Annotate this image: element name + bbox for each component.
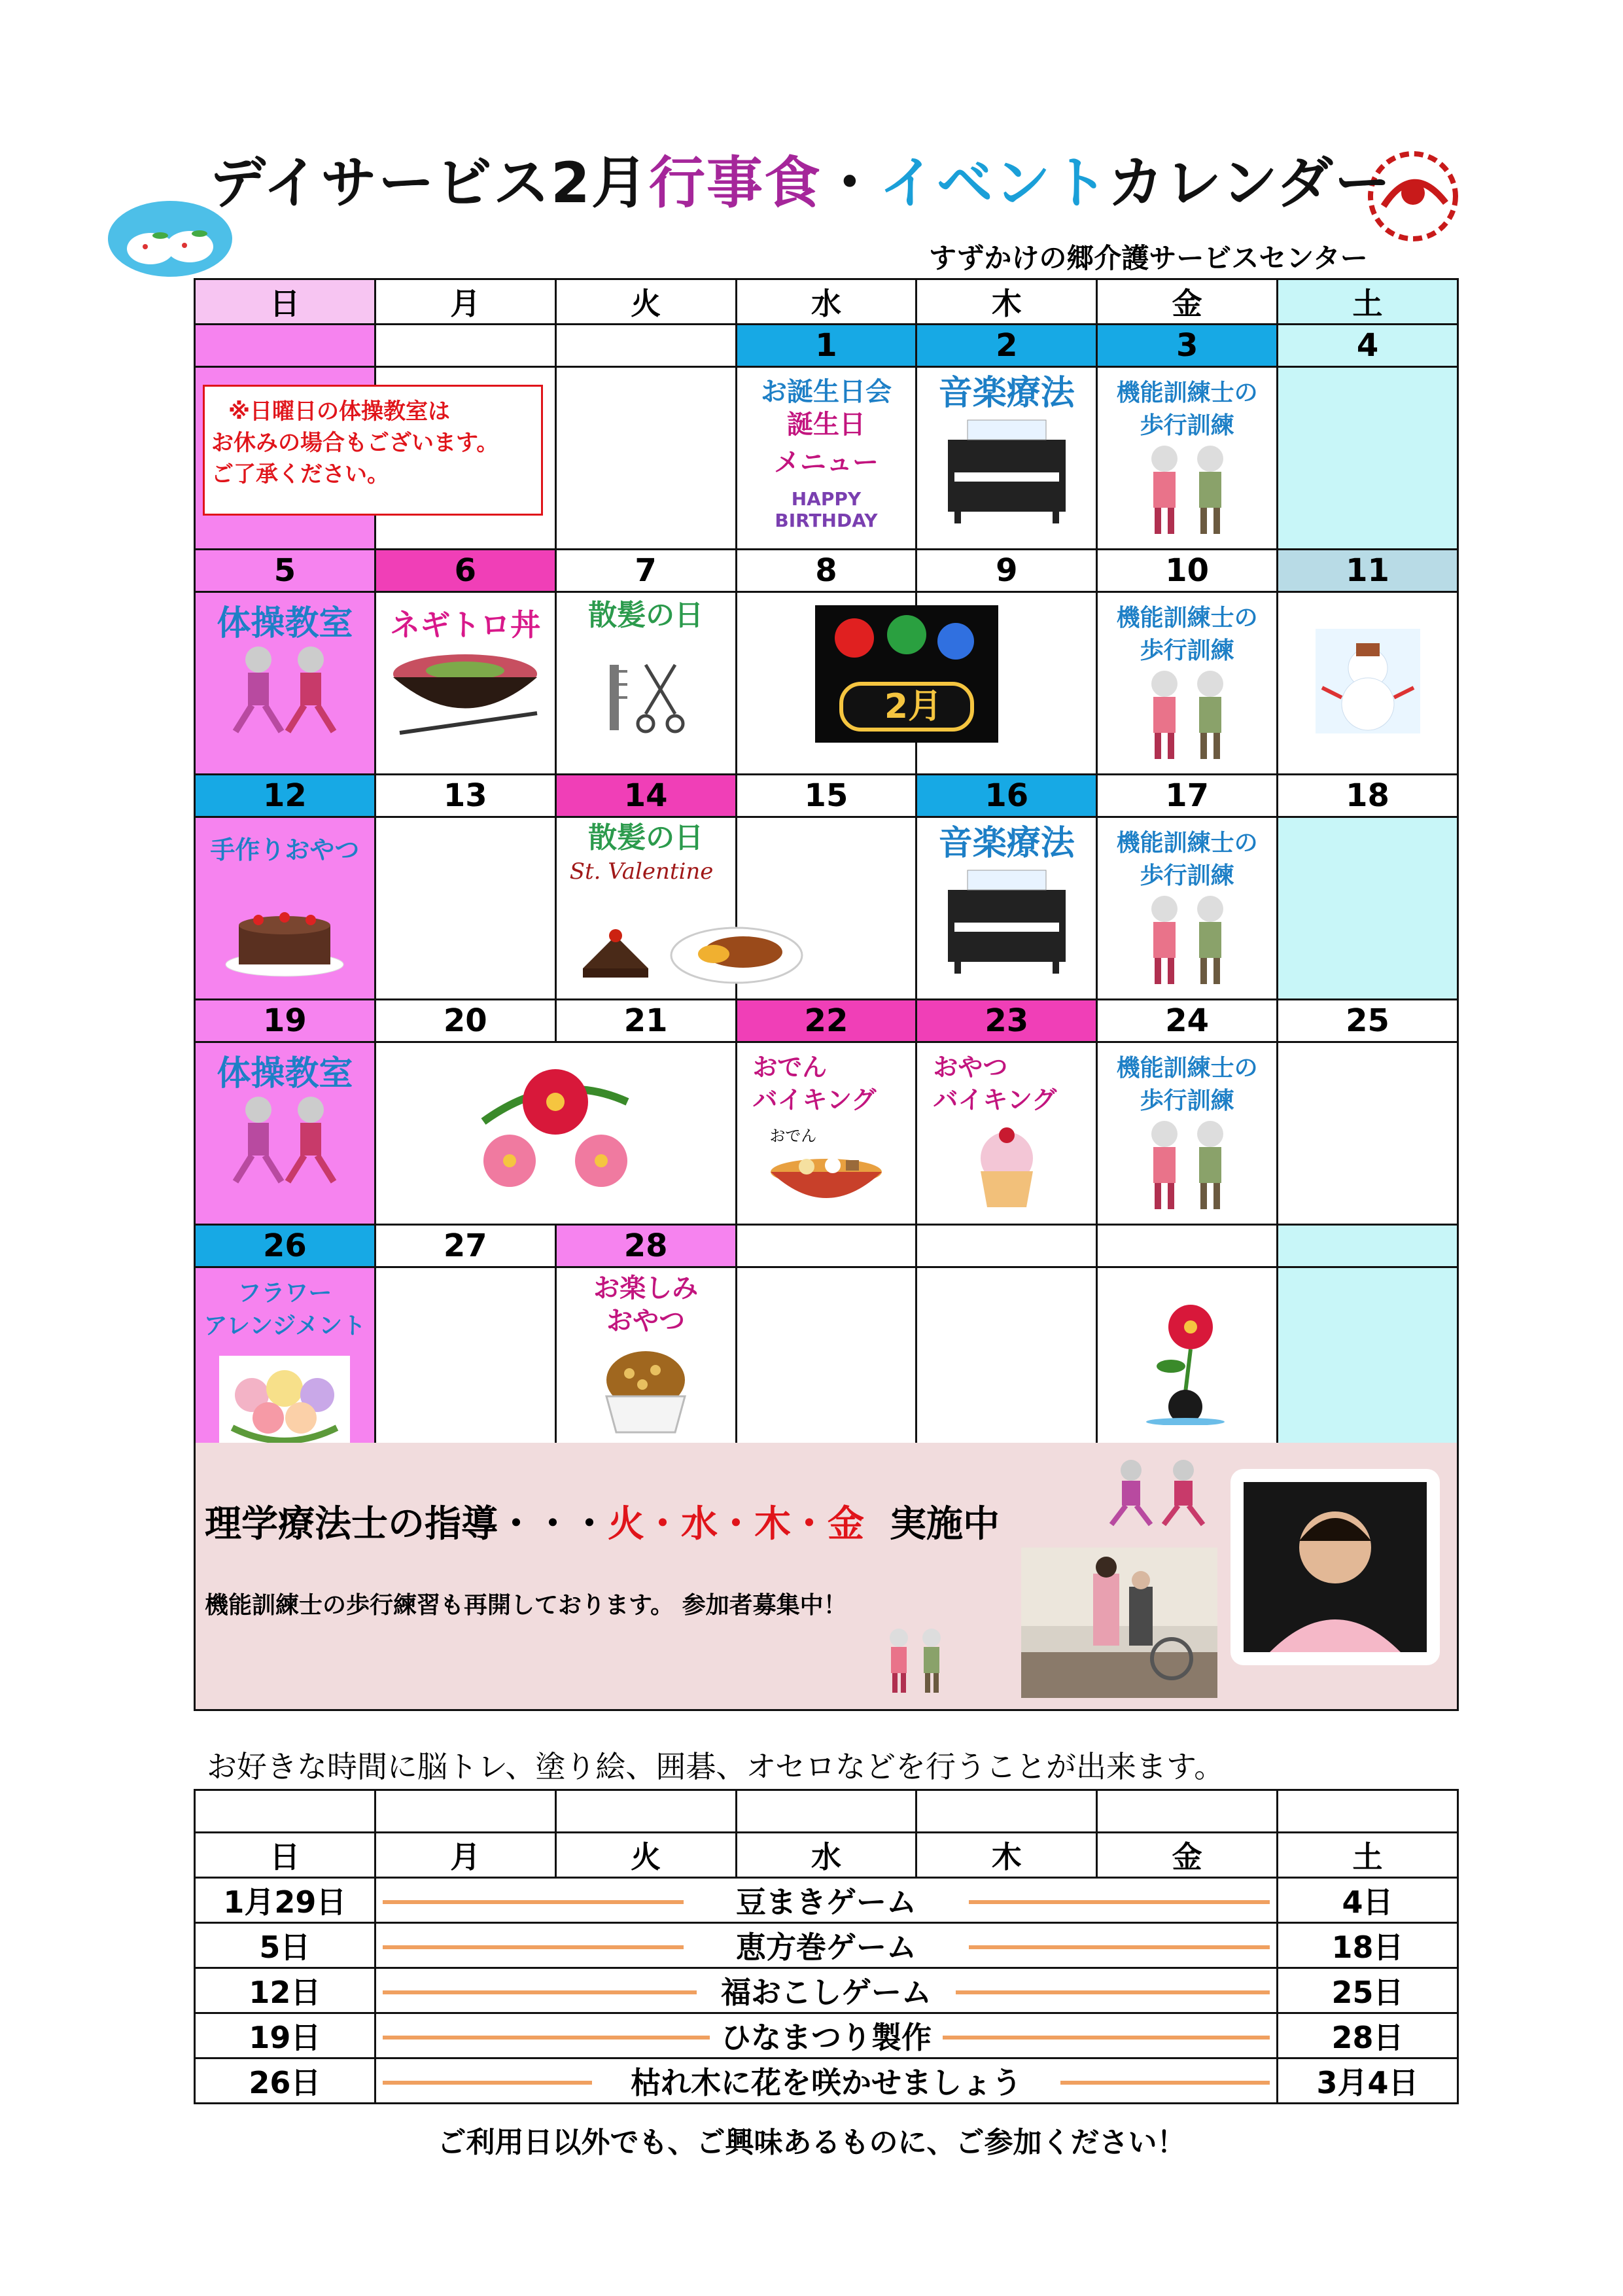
title-part4: カレンダー	[1108, 150, 1392, 216]
day-cell	[375, 817, 555, 1000]
weekday-thu: 木	[916, 1833, 1097, 1878]
page-title	[209, 137, 1392, 219]
event-text: 音楽療法	[938, 374, 1075, 413]
day-number: 14	[555, 775, 736, 817]
event-text: 歩行訓練	[1140, 637, 1234, 664]
title-part2: 行事食	[648, 150, 822, 216]
day-number: 17	[1097, 775, 1278, 817]
notice-line: お休みの場合もございます。	[211, 430, 499, 456]
day-number: 26	[195, 1225, 375, 1267]
blank-cell	[1097, 1790, 1278, 1833]
day-number: 16	[916, 775, 1097, 817]
weekday-fri: 金	[1097, 279, 1278, 325]
intro-text: お好きな時間に脳トレ、塗り絵、囲碁、オセロなどを行うことが出来ます。	[207, 1749, 1225, 1784]
day-cell-haircut-valentine	[555, 817, 736, 1000]
weekday-mon: 月	[375, 279, 555, 325]
blank-cell	[1278, 1790, 1458, 1833]
day-cell-music	[916, 367, 1097, 550]
organization-name: すずかけの郷介護サービスセンター	[929, 242, 1368, 274]
day-cell-snack	[195, 817, 375, 1000]
blank-cell	[916, 1790, 1097, 1833]
game-name: 福おこしゲーム	[720, 1975, 932, 2010]
flower-vase-icon	[1138, 1294, 1236, 1425]
flower-arrangement-icon	[219, 1356, 350, 1447]
pt-subtext: 機能訓練士の歩行練習も再開しております。 参加者募集中！	[205, 1592, 847, 1619]
birthday-icon: HAPPY BIRTHDAY	[775, 488, 878, 531]
day-number: 9	[916, 550, 1097, 592]
day-number	[1278, 1225, 1458, 1267]
blank-cell	[736, 1790, 916, 1833]
event-text: 体操教室	[217, 604, 353, 643]
event-text: 散髪の日	[588, 599, 704, 632]
game-row	[195, 1923, 1458, 1968]
game-end: 4日	[1278, 1878, 1458, 1923]
event-text: アレンジメント	[203, 1313, 366, 1339]
day-cell	[1278, 1042, 1458, 1225]
day-cell	[1278, 817, 1458, 1000]
physical-therapy-section	[194, 1443, 1459, 1711]
event-text: おやつ	[933, 1053, 1008, 1082]
weekday-thu: 木	[916, 279, 1097, 325]
day-number: 24	[1097, 1000, 1278, 1042]
day-number: 25	[1278, 1000, 1458, 1042]
elderly-walking-icon	[869, 1626, 961, 1698]
day-cell	[916, 1267, 1097, 1451]
day-number	[916, 1225, 1097, 1267]
therapist-photo	[1230, 1469, 1440, 1665]
valentine-text: St. Valentine	[569, 858, 714, 885]
arrow-left-icon	[383, 2081, 592, 2085]
day-number: 21	[555, 1000, 736, 1042]
day-number: 23	[916, 1000, 1097, 1042]
day-cell-oden	[736, 1042, 916, 1225]
day-cell-walk	[1097, 1042, 1278, 1225]
arrow-left-icon	[383, 2036, 710, 2040]
day-number	[1097, 1225, 1278, 1267]
day-number: 19	[195, 1000, 375, 1042]
game-start: 12日	[195, 1968, 375, 2013]
pt-days: 火・水・木・金	[608, 1503, 864, 1545]
day-number: 10	[1097, 550, 1278, 592]
oden-pot-icon	[761, 1146, 892, 1211]
pt-heading-text: 実施中	[890, 1503, 1000, 1545]
event-text: おでん	[752, 1053, 828, 1082]
cake-icon	[219, 892, 350, 978]
day-number	[555, 325, 736, 367]
weekday-wed: 水	[736, 279, 916, 325]
arrow-right-icon	[1060, 2081, 1270, 2085]
arrow-left-icon	[383, 1900, 684, 1904]
title-part1: デイサービス2月	[209, 150, 649, 216]
scissors-comb-icon	[600, 658, 691, 737]
game-name-cell	[375, 1878, 1277, 1923]
oden-label: おでん	[769, 1127, 817, 1145]
elderly-walking-icon	[1122, 1118, 1253, 1216]
weekday-wed: 水	[736, 1833, 916, 1878]
cupcake-icon	[597, 1344, 695, 1436]
game-row	[195, 1968, 1458, 2013]
piano-icon	[941, 414, 1072, 525]
arrow-left-icon	[383, 1990, 697, 1994]
setsubun-month: 2月	[884, 687, 943, 726]
day-number	[375, 325, 555, 367]
day-number: 6	[375, 550, 555, 592]
pt-heading-text: 理学療法士の指導・・・	[205, 1503, 608, 1545]
elderly-walking-icon	[1122, 442, 1253, 540]
event-text: 歩行訓練	[1140, 862, 1234, 889]
game-start: 26日	[195, 2058, 375, 2104]
event-text: メニュー	[773, 448, 879, 478]
game-name-cell	[375, 2013, 1277, 2058]
event-text: 機能訓練士の	[1116, 380, 1258, 406]
day-number: 12	[195, 775, 375, 817]
day-cell-walk	[1097, 817, 1278, 1000]
event-text: フラワー	[237, 1280, 332, 1307]
day-cell	[1278, 1267, 1458, 1451]
day-cell	[555, 367, 736, 550]
day-number	[195, 325, 375, 367]
exercise-people-icon	[219, 640, 350, 738]
event-text: 手作りおやつ	[210, 836, 360, 864]
setsubun-oni-icon	[815, 605, 998, 743]
piano-icon	[941, 864, 1072, 975]
event-text: お楽しみ	[593, 1273, 699, 1303]
weekday-sun: 日	[195, 1833, 375, 1878]
day-number: 20	[375, 1000, 555, 1042]
day-number: 2	[916, 325, 1097, 367]
event-text: バイキング	[752, 1086, 877, 1114]
game-end: 25日	[1278, 1968, 1458, 2013]
day-number: 22	[736, 1000, 916, 1042]
day-cell	[375, 1042, 736, 1225]
activity-table	[194, 1789, 1459, 2104]
day-cell-negitoro	[375, 592, 555, 775]
weekday-tue: 火	[555, 279, 736, 325]
elderly-walking-icon	[1122, 667, 1253, 766]
notice-line: ※日曜日の体操教室は	[228, 398, 451, 425]
game-name: 恵方巻ゲーム	[735, 1930, 916, 1965]
event-text: おやつ	[606, 1306, 686, 1336]
event-text: 歩行訓練	[1140, 1087, 1234, 1114]
camellia-flowers-icon	[457, 1050, 654, 1213]
day-number: 18	[1278, 775, 1458, 817]
snowman-icon	[1316, 629, 1420, 733]
day-cell-flower-vase	[1097, 1267, 1278, 1451]
game-end: 18日	[1278, 1923, 1458, 1968]
game-name: ひなまつり製作	[720, 2020, 932, 2055]
arrow-right-icon	[969, 1945, 1270, 1949]
game-start: 19日	[195, 2013, 375, 2058]
chocolate-cake-icon	[576, 916, 655, 981]
game-name: 枯れ木に花を咲かせましょう	[630, 2065, 1022, 2100]
day-number: 8	[736, 550, 916, 592]
game-name: 豆まきゲーム	[735, 1884, 916, 1920]
day-cell-snowman	[1278, 592, 1458, 775]
day-cell-fun-snack	[555, 1267, 736, 1451]
elderly-walking-icon	[1122, 892, 1253, 991]
weekday-sat: 土	[1278, 1833, 1458, 1878]
day-number: 3	[1097, 325, 1278, 367]
weekday-fri: 金	[1097, 1833, 1278, 1878]
rehab-photo	[1021, 1547, 1217, 1698]
arrow-right-icon	[943, 2036, 1270, 2040]
arrow-left-icon	[383, 1945, 684, 1949]
event-text: 誕生日	[786, 410, 865, 440]
day-number: 27	[375, 1225, 555, 1267]
rice-bowl-icon	[387, 641, 544, 739]
event-text: 音楽療法	[938, 824, 1075, 863]
day-number: 15	[736, 775, 916, 817]
game-end: 28日	[1278, 2013, 1458, 2058]
day-cell-exercise	[195, 592, 375, 775]
day-number: 7	[555, 550, 736, 592]
arrow-right-icon	[969, 1900, 1270, 1904]
sunday-notice	[203, 385, 543, 516]
day-cell-oyatsu	[916, 1042, 1097, 1225]
game-row	[195, 2013, 1458, 2058]
exercise-people-icon	[219, 1090, 350, 1188]
day-cell-exercise	[195, 1042, 375, 1225]
game-start: 5日	[195, 1923, 375, 1968]
event-text: 散髪の日	[588, 821, 704, 855]
event-text: 機能訓練士の	[1116, 605, 1258, 631]
event-text: ネギトロ丼	[390, 607, 541, 643]
weekday-mon: 月	[375, 1833, 555, 1878]
exercise-people-icon	[1092, 1456, 1223, 1528]
game-start: 1月29日	[195, 1878, 375, 1923]
day-number: 11	[1278, 550, 1458, 592]
day-number: 5	[195, 550, 375, 592]
day-number: 1	[736, 325, 916, 367]
game-name-cell	[375, 2058, 1277, 2104]
game-row	[195, 2058, 1458, 2104]
game-name-cell	[375, 1923, 1277, 1968]
day-cell-walk	[1097, 592, 1278, 775]
day-cell-haircut	[555, 592, 736, 775]
event-text: お誕生日会	[760, 377, 892, 407]
event-text: 体操教室	[217, 1054, 353, 1093]
game-name-cell	[375, 1968, 1277, 2013]
weekday-tue: 火	[555, 1833, 736, 1878]
day-number: 28	[555, 1225, 736, 1267]
blank-cell	[375, 1790, 555, 1833]
day-number: 4	[1278, 325, 1458, 367]
day-cell	[736, 817, 916, 1000]
day-number	[736, 1225, 916, 1267]
day-cell-music	[916, 817, 1097, 1000]
event-text: 機能訓練士の	[1116, 1055, 1258, 1082]
day-cell	[736, 1267, 916, 1451]
title-dot: ・	[821, 150, 879, 216]
weekday-sun: 日	[195, 279, 375, 325]
day-cell-walk	[1097, 367, 1278, 550]
weekday-sat: 土	[1278, 279, 1458, 325]
blank-cell	[195, 1790, 375, 1833]
event-text: バイキング	[933, 1086, 1057, 1114]
event-text: 歩行訓練	[1140, 412, 1234, 439]
day-cell-birthday	[736, 367, 916, 550]
day-number: 13	[375, 775, 555, 817]
title-part3: イベント	[879, 150, 1108, 216]
pt-heading	[205, 1495, 1000, 1547]
arrow-right-icon	[956, 1990, 1270, 1994]
cupcake-icon	[968, 1125, 1046, 1210]
notice-line: ご了承ください。	[211, 461, 389, 487]
day-cell	[1278, 367, 1458, 550]
blank-cell	[555, 1790, 736, 1833]
day-cell	[375, 1267, 555, 1451]
game-row	[195, 1878, 1458, 1923]
event-text: 機能訓練士の	[1116, 830, 1258, 857]
game-end: 3月4日	[1278, 2058, 1458, 2104]
day-cell-flower	[195, 1267, 375, 1451]
footer-message: ご利用日以外でも、ご興味あるものに、ご参加ください！	[437, 2126, 1186, 2159]
